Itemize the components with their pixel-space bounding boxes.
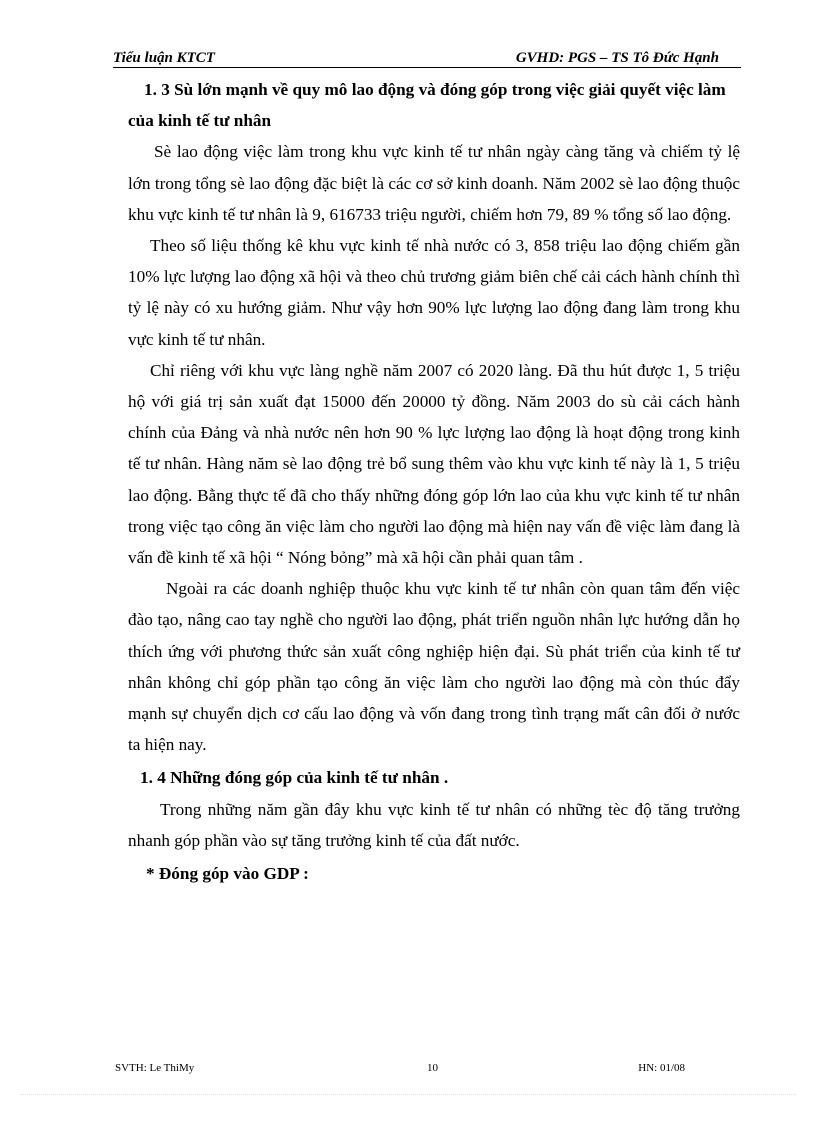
section-1-4-heading: 1. 4 Những đóng góp của kinh tế tư nhân . [140, 768, 449, 788]
section-1-3-paragraph-4: Ngoài ra các doanh nghiệp thuộc khu vực kinh tế tư nhân còn quan tâm đến việc đào tạo, nâng cao tay nghề cho người lao động, phát triển nguồn nhân lực hướng dẫn họ thích ứng với phương thức sản xuất công nghiệp hiện đại. Sù phát triển của kinh tế tư nhân không chỉ góp phần tạo công ăn việc làm cho người lao động mà còn thúc đẩy mạnh sự chuyển dịch cơ cấu lao động và vốn đang trong tình trạng mất cân đối ở nước ta hiện nay. [128, 579, 740, 755]
gdp-contribution-bullet: * Đóng góp vào GDP : [146, 864, 309, 884]
section-1-3-paragraph-2: Theo số liệu thống kê khu vực kinh tế nhà nước có 3, 858 triệu lao động chiếm gần 10% lực lượng lao động xã hội và theo chủ trương giảm biên chế cải cách hành chính thì tỷ lệ này có xu hướng giảm. Như vậy hơn 90% lực lượng lao động đang làm trong khu vực kinh tế tư nhân. [128, 236, 740, 349]
section-1-3-heading: 1. 3 Sù lớn mạnh về quy mô lao động và đóng góp trong việc giải quyết việc làm của kinh tế tư nhân [128, 80, 726, 131]
page-bottom-divider [20, 1094, 796, 1095]
footer-class: HN: 01/08 [638, 1062, 685, 1074]
header-supervisor: GVHD: PGS – TS Tô Đức Hạnh [515, 50, 719, 66]
page-header [113, 48, 741, 68]
section-1-3-paragraph-1: Sè lao động việc làm trong khu vực kinh tế tư nhân ngày càng tăng và chiếm tỷ lệ lớn trong tổng sè lao động đặc biệt là các cơ sở kinh doanh. Năm 2002 sè lao động thuộc khu vực kinh tế tư nhân là 9, 616733 triệu người, chiếm hơn 79, 89 % tổng số lao động. [128, 142, 740, 224]
section-1-3-paragraph-3: Chỉ riêng với khu vực làng nghề năm 2007 có 2020 làng. Đã thu hút được 1, 5 triệu hộ với giá trị sản xuất đạt 15000 đến 20000 tỷ đồng. Năm 2003 do sù cải cách hành chính của Đảng và nhà nước nên hơn 90 % lực lượng lao động là hoạt động trong kinh tế tư nhân. Hàng năm sè lao động trẻ bổ sung thêm vào khu vực kinh tế này là 1, 5 triệu lao động. Bằng thực tế đã cho thấy những đóng góp lớn lao của khu vực kinh tế tư nhân trong việc tạo công ăn việc làm cho người lao động mà hiện nay vấn đề việc làm đang là vấn đề kinh tế xã hội “ Nóng bỏng” mà xã hội cần phải quan tâm . [128, 360, 740, 568]
footer-student: SVTH: Le ThiMy [115, 1062, 195, 1074]
section-1-4-paragraph: Trong những năm gần đây khu vực kinh tế tư nhân có những tèc độ tăng trưởng nhanh góp phần vào sự tăng trưởng kinh tế của đất nước. [128, 799, 740, 850]
header-course-title: Tiểu luận KTCT [113, 50, 215, 66]
page-content [128, 74, 740, 889]
footer-page-number: 10 [427, 1062, 438, 1074]
